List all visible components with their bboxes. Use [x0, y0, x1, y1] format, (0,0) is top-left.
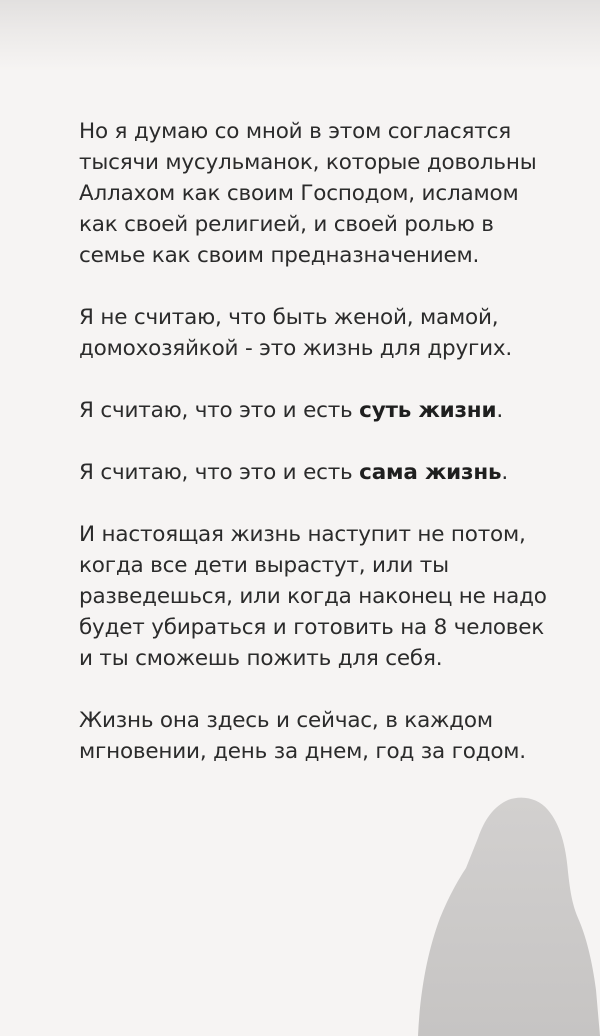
- paragraph-6: Жизнь она здесь и сейчас, в каждом мгновении, день за днем, год за годом.: [79, 708, 526, 764]
- paragraph-3: [79, 395, 549, 426]
- paragraph-4-tail: .: [501, 460, 509, 485]
- paragraph-3-tail: .: [496, 398, 503, 423]
- paragraph-4-lead: Я считаю, что это и есть: [79, 460, 360, 485]
- story-text: [79, 116, 549, 798]
- paragraph-1: Но я думаю со мной в этом согласятся тысячи мусульманок, которые довольны Аллахом как своим Господом, исламом как своей религией, и своей ролью в семье как своим предназначением.: [79, 119, 537, 268]
- paragraph-4-emphasis: сама жизнь: [359, 460, 502, 485]
- paragraph-2: Я не считаю, что быть женой, мамой, домохозяйкой - это жизнь для других.: [79, 305, 513, 361]
- paragraph-5: И настоящая жизнь наступит не потом, когда все дети вырастут, или ты разведешься, или когда наконец не надо будет убираться и готовить на 8 человек и ты сможешь пожить для себя.: [79, 522, 547, 671]
- paragraph-3-emphasis: суть жизни: [359, 398, 497, 423]
- paragraph-4: [79, 457, 549, 488]
- paragraph-3-lead: Я считаю, что это и есть: [79, 398, 360, 423]
